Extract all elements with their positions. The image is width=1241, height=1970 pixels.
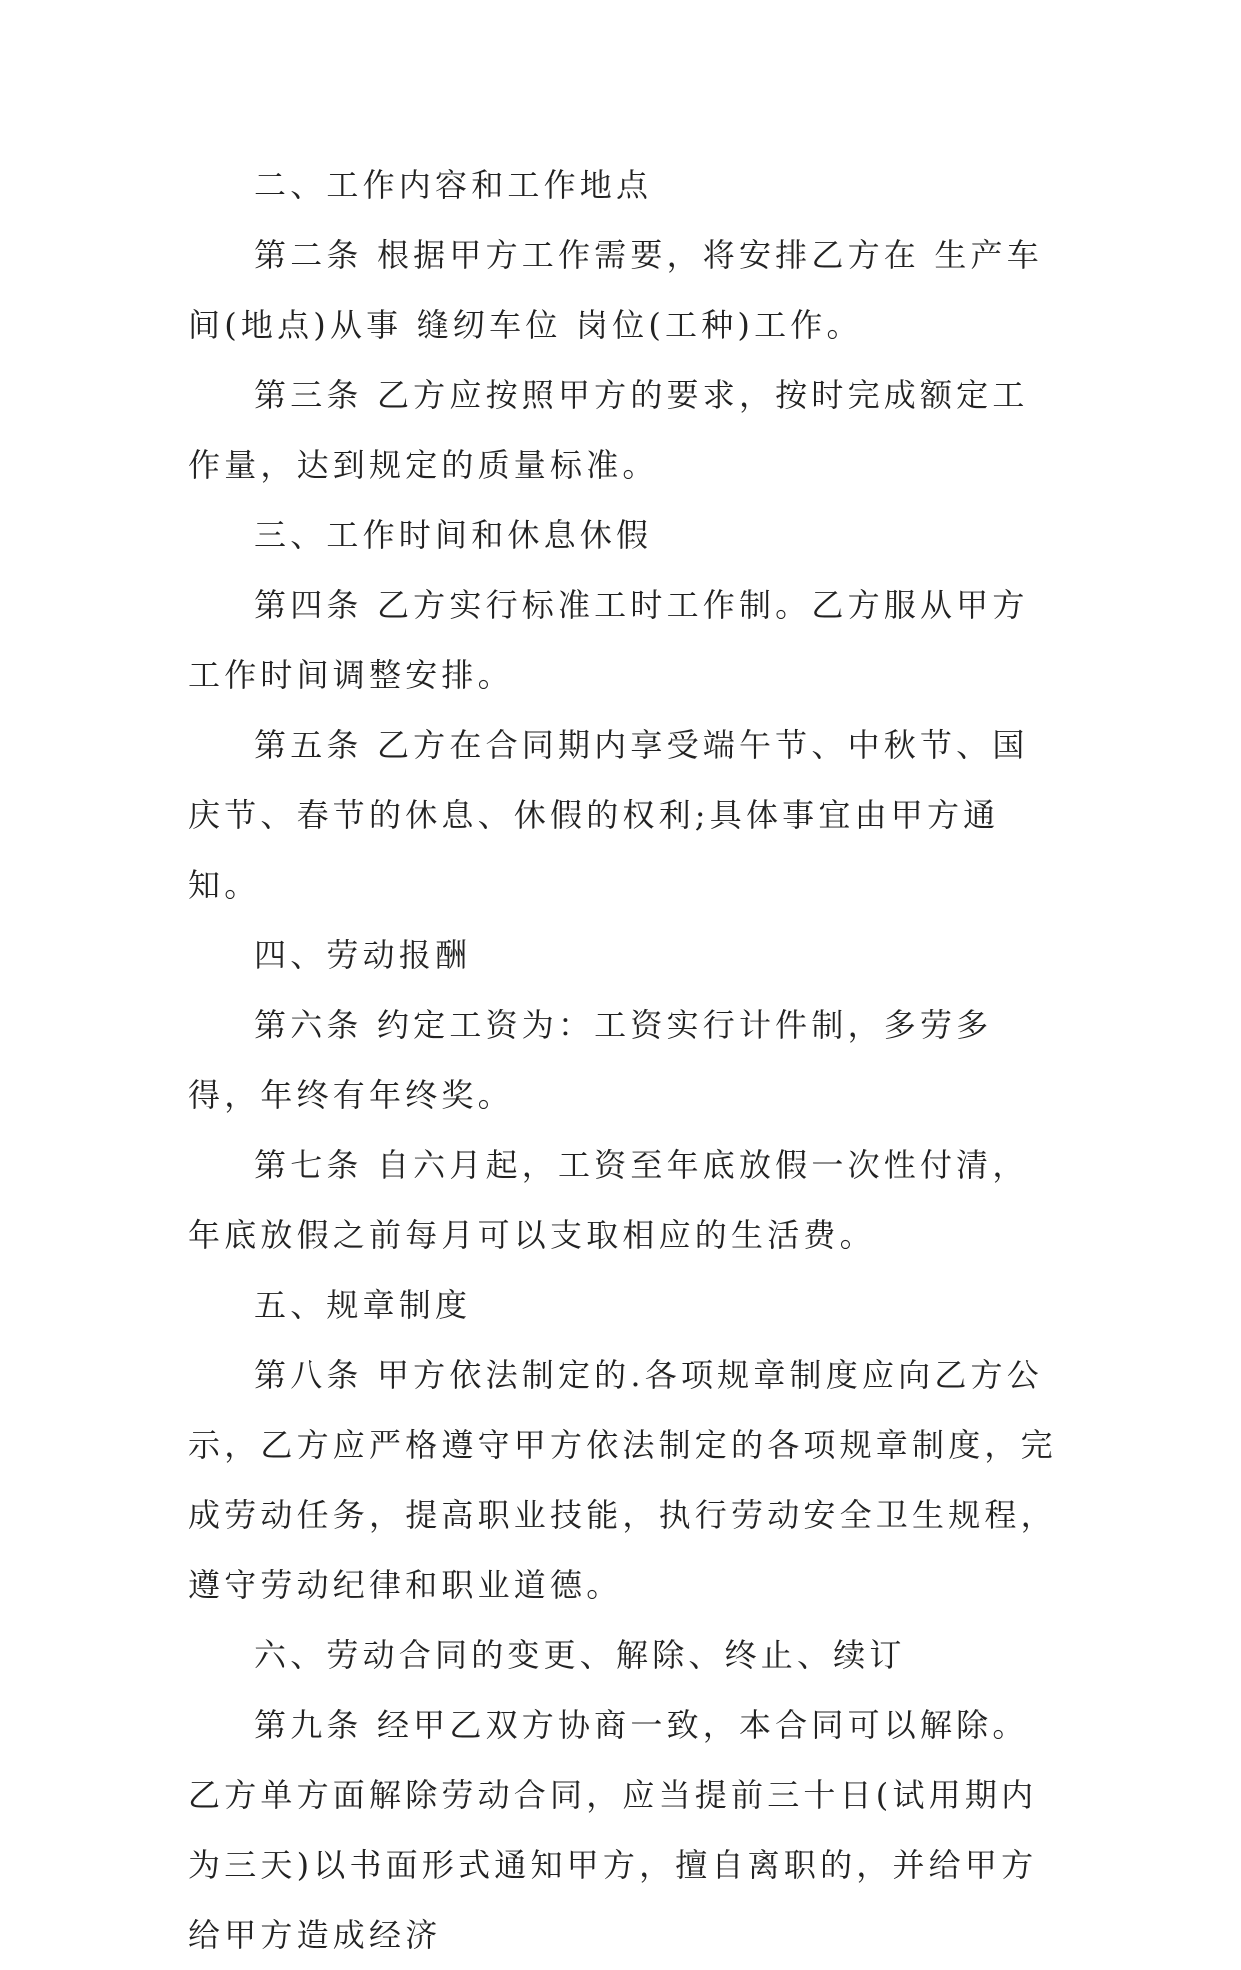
contract-text-body <box>188 150 1058 1970</box>
article-4-paragraph: 第四条 乙方实行标准工时工作制。乙方服从甲方工作时间调整安排。 <box>188 586 1029 694</box>
article-2-paragraph: 第二条 根据甲方工作需要，将安排乙方在 生产车间(地点)从事 缝纫车位 岗位(工种)工作。 <box>188 236 1043 344</box>
article-3-paragraph: 第三条 乙方应按照甲方的要求，按时完成额定工作量，达到规定的质量标准。 <box>188 376 1029 484</box>
section-heading-work-hours: 三、工作时间和休息休假 <box>254 516 653 554</box>
section-heading-remuneration: 四、劳动报酬 <box>254 936 472 974</box>
section-heading-work-content: 二、工作内容和工作地点 <box>254 166 653 204</box>
article-7-paragraph: 第七条 自六月起，工资至年底放假一次性付清，年底放假之前每月可以支取相应的生活费。 <box>188 1146 1029 1254</box>
article-8-paragraph: 第八条 甲方依法制定的.各项规章制度应向乙方公示，乙方应严格遵守甲方依法制定的各项规章制度，完成劳动任务，提高职业技能，执行劳动安全卫生规程，遵守劳动纪律和职业道德。 <box>188 1356 1057 1604</box>
section-heading-rules: 五、规章制度 <box>254 1286 472 1324</box>
article-6-paragraph: 第六条 约定工资为：工资实行计件制，多劳多得，年终有年终奖。 <box>188 1006 993 1114</box>
article-5-paragraph: 第五条 乙方在合同期内享受端午节、中秋节、国庆节、春节的休息、休假的权利;具体事宜由甲方通知。 <box>188 726 1029 904</box>
section-heading-contract-changes: 六、劳动合同的变更、解除、终止、续订 <box>254 1636 906 1674</box>
article-9-paragraph: 第九条 经甲乙双方协商一致，本合同可以解除。乙方单方面解除劳动合同，应当提前三十日(试用期内为三天)以书面形式通知甲方，擅自离职的，并给甲方给甲方造成经济 <box>188 1706 1038 1954</box>
